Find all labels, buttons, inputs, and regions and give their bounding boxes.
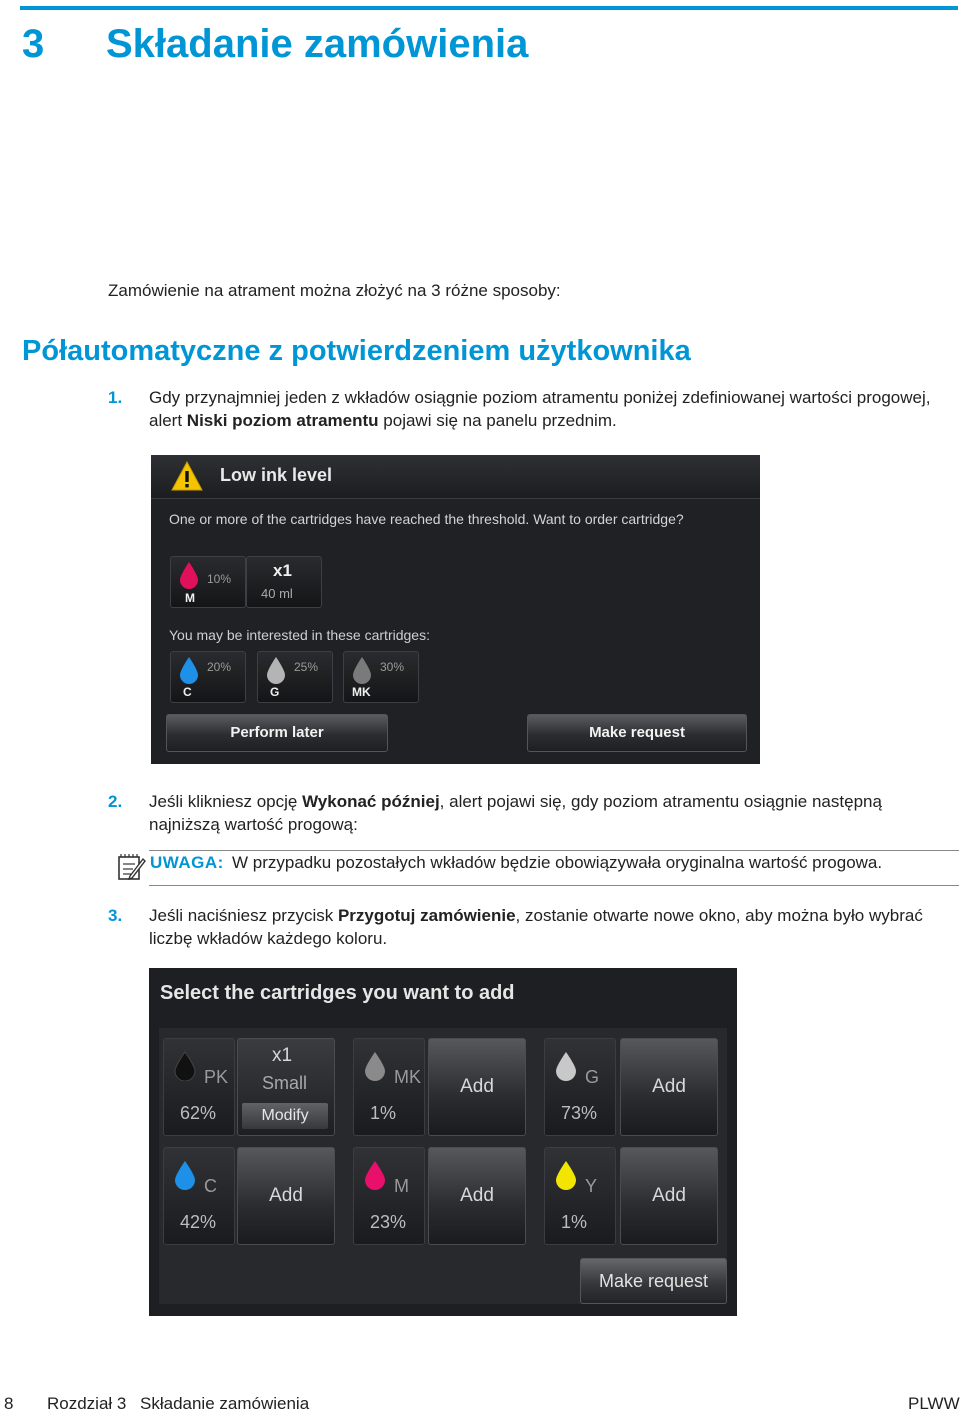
cartridge-tile-mk[interactable]: 30% MK	[343, 651, 419, 703]
cartridge-tile-c[interactable]: 20% C	[170, 651, 246, 703]
dialog-header	[151, 455, 760, 499]
prepare-order-term: Przygotuj zamówienie	[337, 906, 516, 925]
add-m-button[interactable]: Add	[428, 1147, 526, 1245]
note-icon	[116, 852, 146, 882]
quantity-tile[interactable]: x1 40 ml	[246, 556, 322, 608]
low-ink-screenshot	[151, 455, 760, 764]
perform-later-term: Wykonać później	[302, 792, 440, 811]
footer-chapter: Rozdział 3	[47, 1394, 127, 1413]
note-label: UWAGA:	[150, 853, 224, 872]
make-request-button[interactable]: Make request	[580, 1258, 727, 1304]
cartridge-cell-y: Y 1%	[544, 1147, 616, 1245]
footer-code: PLWW	[908, 1394, 960, 1413]
modify-button[interactable]: Modify	[242, 1103, 328, 1129]
dialog-message: One or more of the cartridges have reached the threshold. Want to order cartridge?	[169, 511, 684, 527]
ink-drop-icon	[179, 561, 199, 589]
footer-chapter-title: Składanie zamówienia	[140, 1394, 310, 1413]
quantity-cell-pk: x1 Small Modify	[237, 1038, 335, 1136]
dialog-title: Select the cartridges you want to add	[160, 982, 515, 1004]
note-top-rule	[149, 850, 959, 851]
ink-drop-icon	[364, 1160, 386, 1190]
ink-drop-icon	[266, 656, 286, 684]
cartridge-tile-m: 10% M	[170, 556, 246, 608]
warning-icon	[171, 461, 203, 491]
perform-later-button[interactable]: Perform later	[166, 714, 388, 752]
cartridge-cell-g: G 73%	[544, 1038, 616, 1136]
add-y-button[interactable]: Add	[620, 1147, 718, 1245]
add-g-button[interactable]: Add	[620, 1038, 718, 1136]
step-3-text: Jeśli naciśniesz przycisk Przygotuj zamówienie, zostanie otwarte nowe okno, aby można było wybrać liczbę wkładów każdego koloru.	[149, 906, 923, 948]
select-cartridges-screenshot	[149, 968, 737, 1316]
ink-drop-icon	[179, 656, 199, 684]
step-2-text: Jeśli klikniesz opcję Wykonać później, alert pojawi się, gdy poziom atramentu osiągnie następną najniższą wartość progową:	[149, 792, 882, 834]
cartridge-cell-mk: MK 1%	[353, 1038, 425, 1136]
ink-drop-icon	[174, 1051, 196, 1081]
cartridge-cell-pk: PK 62%	[163, 1038, 235, 1136]
chapter-title: Składanie zamówienia	[106, 22, 529, 66]
ink-drop-icon	[555, 1051, 577, 1081]
make-request-button[interactable]: Make request	[527, 714, 747, 752]
note-bottom-rule	[149, 885, 959, 886]
section-title: Półautomatyczne z potwierdzeniem użytkownika	[22, 335, 691, 367]
add-c-button[interactable]: Add	[237, 1147, 335, 1245]
cartridge-cell-c: C 42%	[163, 1147, 235, 1245]
interest-label: You may be interested in these cartridges:	[169, 627, 430, 643]
intro-text: Zamówienie na atrament można złożyć na 3 różne sposoby:	[108, 281, 561, 300]
ink-drop-icon	[174, 1160, 196, 1190]
dialog-title: Low ink level	[220, 465, 333, 485]
step-2-number: 2.	[108, 792, 123, 811]
cartridge-cell-m: M 23%	[353, 1147, 425, 1245]
ink-drop-icon	[364, 1051, 386, 1081]
top-rule	[20, 6, 958, 10]
add-mk-button[interactable]: Add	[428, 1038, 526, 1136]
note-text: W przypadku pozostałych wkładów będzie obowiązywała oryginalna wartość progowa.	[232, 853, 883, 872]
chapter-number: 3	[22, 22, 45, 66]
page-number: 8	[4, 1394, 14, 1413]
low-ink-term: Niski poziom atramentu	[186, 411, 379, 430]
step-1-number: 1.	[108, 388, 123, 407]
step-1-text: Gdy przynajmniej jeden z wkładów osiągnie poziom atramentu poniżej zdefiniowanej wartości progowej, alert Niski poziom atramentu pojawi się na panelu przednim.	[149, 388, 931, 430]
cartridge-tile-g[interactable]: 25% G	[257, 651, 333, 703]
step-3-number: 3.	[108, 906, 123, 925]
ink-drop-icon	[352, 656, 372, 684]
ink-drop-icon	[555, 1160, 577, 1190]
